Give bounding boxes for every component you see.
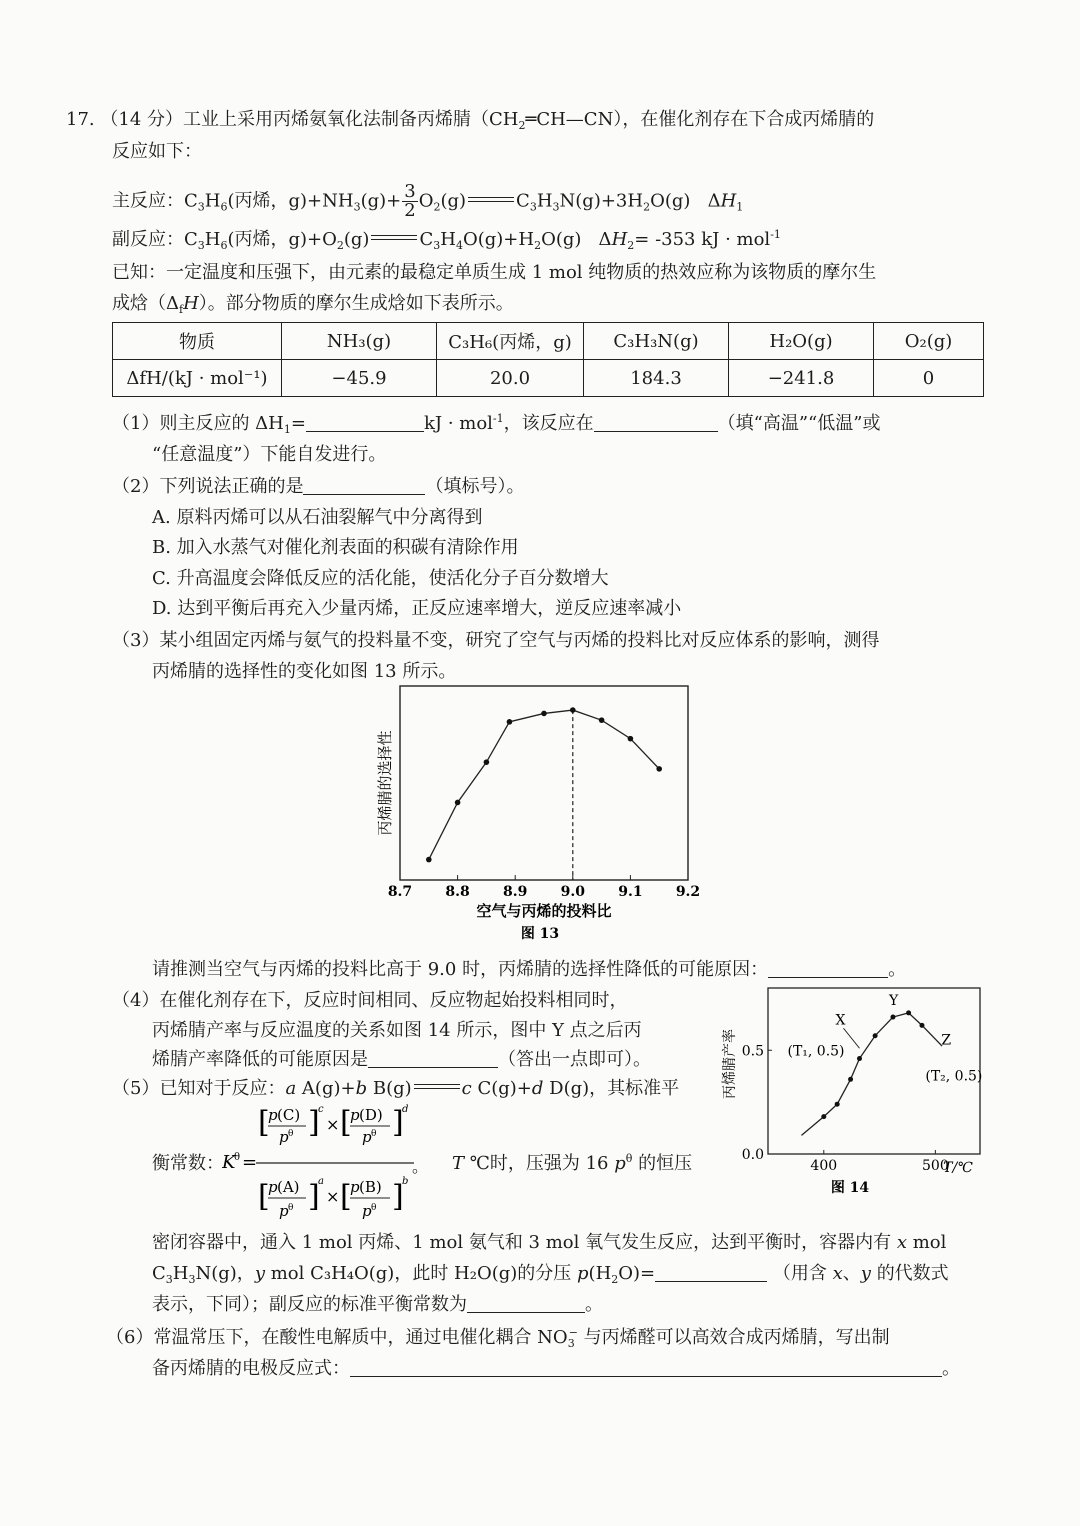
- q2-option-a: A. 原料丙烯可以从石油裂解气中分离得到: [152, 507, 483, 528]
- table-cell: 184.3: [584, 360, 729, 397]
- fig13-data-point: [656, 766, 662, 772]
- fig14-data-point: [873, 1033, 878, 1038]
- fig14-data-point: [890, 1015, 895, 1020]
- fig14-point-z-label: Z: [941, 1032, 952, 1049]
- fig13-x-tick-label: 9.2: [675, 884, 700, 900]
- svg-text:θ: θ: [288, 1129, 294, 1139]
- svg-text:(C): (C): [277, 1106, 301, 1124]
- svg-text:p: p: [279, 1128, 289, 1146]
- fig14-y-tick-label: 0.0: [741, 1147, 764, 1163]
- answer-blank[interactable]: [768, 959, 888, 978]
- q4-line-3: 烯腈产率降低的可能原因是 （答出一点即可）。: [152, 1049, 651, 1070]
- table-header-cell: C₃H₃N(g): [584, 323, 729, 360]
- fig14-data-point: [919, 1023, 924, 1028]
- fig13-ylabel: 丙烯腈的选择性: [376, 730, 394, 836]
- q4-line-1: （4）在催化剂存在下，反应时间相同、反应物起始投料相同时，: [112, 990, 628, 1011]
- q3-ask: 请推测当空气与丙烯的投料比高于 9.0 时，丙烯腈的选择性降低的可能原因： 。: [152, 959, 907, 980]
- fig14-y-tick-label: 0.5: [741, 1043, 764, 1060]
- svg-text:p: p: [350, 1106, 360, 1124]
- answer-blank[interactable]: [306, 413, 424, 432]
- enthalpy-table: [112, 322, 984, 397]
- svg-text:×: ×: [326, 1115, 340, 1134]
- answer-blank[interactable]: [655, 1263, 767, 1282]
- svg-text:θ: θ: [234, 1152, 241, 1163]
- fig14-point-y-label: Y: [888, 992, 899, 1009]
- svg-text:×: ×: [326, 1187, 340, 1206]
- svg-text:p: p: [279, 1202, 289, 1220]
- svg-text:[: [: [340, 1105, 352, 1140]
- fig14-x-tick-label: 400: [810, 1158, 838, 1174]
- svg-text:]: ]: [308, 1105, 320, 1140]
- figure-13-chart: [370, 680, 700, 942]
- question-header: 17. （14 分）工业上采用丙烯氨氧化法制备丙烯腈$(CH_2═CH—CN)$，在催化剂存在下合成丙烯腈的: [66, 109, 875, 132]
- svg-text:(D): (D): [359, 1106, 383, 1124]
- table-header-cell: 物质: [113, 323, 282, 360]
- q3-line-1: （3）某小组固定丙烯与氨气的投料量不变，研究了空气与丙烯的投料比对反应体系的影响，测得: [112, 630, 880, 651]
- svg-text:d: d: [402, 1104, 409, 1115]
- svg-text:(A): (A): [277, 1178, 300, 1196]
- svg-text:p: p: [362, 1128, 372, 1146]
- svg-text:p: p: [362, 1202, 372, 1220]
- table-cell: 20.0: [437, 360, 584, 397]
- fig13-x-tick-label: 9.0: [560, 884, 585, 900]
- q4-line-2: 丙烯腈产率与反应温度的关系如图 14 所示，图中 Y 点之后丙: [152, 1020, 642, 1041]
- table-row: [113, 360, 984, 397]
- fig14-data-point: [857, 1056, 862, 1061]
- answer-blank[interactable]: [467, 1294, 585, 1313]
- q3-line-2: 丙烯腈的选择性的变化如图 13 所示。: [152, 661, 457, 682]
- fig13-data-point: [507, 719, 513, 725]
- fig13-x-tick-label: 8.9: [503, 884, 528, 900]
- fig13-data-point: [599, 717, 605, 723]
- q5-k-label: 衡常数：: [152, 1153, 224, 1174]
- answer-blank[interactable]: [350, 1358, 942, 1377]
- fig13-data-point: [426, 857, 432, 863]
- q2-option-c: C. 升高温度会降低反应的活化能，使活化分子百分数增大: [152, 568, 609, 589]
- q5-line-3: 密闭容器中，通入 1 mol 丙烯、1 mol 氨气和 3 mol 氧气发生反应，达到平衡时，容器内有 x mol: [152, 1232, 947, 1253]
- q5-line-4: $C_3H_3N(g)$，y mol C₃H₄O(g)，此时 H₂O(g)的分压 $p(H_2O)=$ （用含 x、y 的代数式: [152, 1263, 949, 1286]
- svg-text:。: 。: [412, 1157, 429, 1176]
- question-score: （14 分）: [100, 109, 184, 130]
- equilibrium-arrow-icon: [468, 195, 514, 205]
- svg-text:K: K: [222, 1152, 236, 1173]
- q5-line-1: （5）已知对于反应：a A(g)+b B(g) c C(g)+d D(g)，其标准平: [112, 1078, 680, 1099]
- svg-text:θ: θ: [371, 1129, 377, 1139]
- q5-temperature-line: T ℃时，压强为 16 $p^\theta$ 的恒压: [452, 1152, 693, 1174]
- q5-line-5: 表示，下同）；副反应的标准平衡常数为 。: [152, 1294, 603, 1315]
- table-cell: 0: [874, 360, 984, 397]
- svg-text:[: [: [340, 1179, 352, 1214]
- table-header-cell: NH₃(g): [282, 323, 437, 360]
- q6-line-2: 备丙烯腈的电极反应式： 。: [152, 1358, 960, 1379]
- q2-option-b: B. 加入水蒸气对催化剂表面的积碳有清除作用: [152, 537, 519, 558]
- table-cell: −45.9: [282, 360, 437, 397]
- q1-line-1: （1）则主反应的 $\Delta H_1=$ kJ · mol$^{-1}$，该反应在 （填“高温”“低温”或: [112, 412, 881, 436]
- answer-blank[interactable]: [594, 413, 718, 432]
- table-cell: −241.8: [729, 360, 874, 397]
- svg-text:θ: θ: [371, 1203, 377, 1213]
- intro-line-2: 反应如下：: [112, 141, 202, 162]
- fig13-data-point: [455, 800, 461, 806]
- q2-option-d: D. 达到平衡后再充入少量丙烯，正反应速率增大，逆反应速率减小: [152, 598, 682, 619]
- table-header-cell: O₂(g): [874, 323, 984, 360]
- side-reaction: 副反应：$C_3H_6$(丙烯，$g)+O_2(g)$ $C_3H_4O(g)+H_2O(g)$ $\Delta H_2= -353$ kJ · mol$^{-1}$: [112, 228, 781, 252]
- fig14-xlabel: T/℃: [943, 1160, 973, 1176]
- fig14-point-x-annot: (T₁, 0.5): [787, 1043, 845, 1060]
- fig14-data-point: [848, 1077, 853, 1082]
- answer-blank[interactable]: [303, 476, 425, 495]
- fig14-point-x-label: X: [835, 1012, 846, 1029]
- table-header-row: [113, 323, 984, 360]
- svg-text:θ: θ: [288, 1203, 294, 1213]
- fig13-x-tick-label: 8.8: [445, 884, 470, 900]
- equilibrium-arrow-icon: [371, 233, 417, 243]
- fig13-x-tick-label: 8.7: [387, 884, 413, 900]
- fig13-xlabel: 空气与丙烯的投料比: [476, 902, 612, 920]
- q2-stem: （2）下列说法正确的是 （填标号）。: [112, 476, 525, 497]
- svg-text:p: p: [350, 1178, 360, 1196]
- fig14-x-tick-label: 500: [922, 1158, 949, 1174]
- fig14-point-x-leader: [843, 1028, 859, 1048]
- fig13-data-point: [570, 707, 576, 713]
- svg-text:p: p: [268, 1106, 278, 1124]
- fig14-data-point: [835, 1102, 840, 1107]
- svg-text:b: b: [402, 1176, 409, 1187]
- fig14-data-point: [906, 1010, 911, 1015]
- fig13-caption: 图 13: [520, 926, 560, 942]
- equilibrium-arrow-icon: [414, 1082, 460, 1092]
- fig13-x-tick-label: 9.1: [618, 884, 643, 900]
- table-header-cell: C₃H₆(丙烯，g): [437, 323, 584, 360]
- known-line-1: 已知：一定温度和压强下，由元素的最稳定单质生成 1 mol 纯物质的热效应称为该物质的摩尔生: [112, 262, 877, 283]
- svg-text:]: ]: [392, 1105, 404, 1140]
- svg-text:]: ]: [392, 1179, 404, 1214]
- svg-text:[: [: [258, 1105, 270, 1140]
- known-line-2: 成焓$(\Delta_fH)$。部分物质的摩尔生成焓如下表所示。: [112, 293, 514, 316]
- fig14-caption: 图 14: [830, 1180, 870, 1196]
- svg-text:p: p: [268, 1178, 278, 1196]
- question-number: 17.: [66, 109, 95, 130]
- fig14-ylabel: 丙烯腈产率: [722, 1029, 738, 1099]
- q1-line-2: “任意温度”）下能自发进行。: [152, 444, 387, 465]
- fig14-point-z-annot: (T₂, 0.5): [925, 1068, 983, 1085]
- svg-text:a: a: [318, 1176, 324, 1187]
- svg-text:]: ]: [308, 1179, 320, 1214]
- fig14-data-point: [821, 1114, 826, 1119]
- fig13-series-line: [429, 710, 659, 860]
- figure-14-chart: [712, 982, 994, 1200]
- svg-text:[: [: [258, 1179, 270, 1214]
- svg-text:c: c: [318, 1104, 324, 1115]
- q6-line-1: （6）常温常压下，在酸性电解质中，通过电催化耦合 $NO_3^-$ 与丙烯醛可以高效合成丙烯腈，写出制: [106, 1326, 890, 1350]
- answer-blank[interactable]: [368, 1049, 498, 1068]
- fig13-data-point: [628, 736, 634, 742]
- main-reaction: 主反应：$C_3H_6$(丙烯，$g)+NH_3(g)+$ $\frac{3}{2}$ $O_2(g)$ $C_3H_3N(g)+3H_2O(g)$ $\Delta H_1$: [112, 181, 744, 221]
- svg-text:(B): (B): [359, 1178, 382, 1196]
- fig13-data-point: [541, 711, 547, 717]
- fig13-data-point: [484, 759, 490, 765]
- svg-text:=: =: [242, 1152, 258, 1173]
- table-row-label: ΔfH/(kJ · mol⁻¹): [113, 360, 282, 397]
- standard-k-formula: [222, 1100, 432, 1226]
- table-header-cell: H₂O(g): [729, 323, 874, 360]
